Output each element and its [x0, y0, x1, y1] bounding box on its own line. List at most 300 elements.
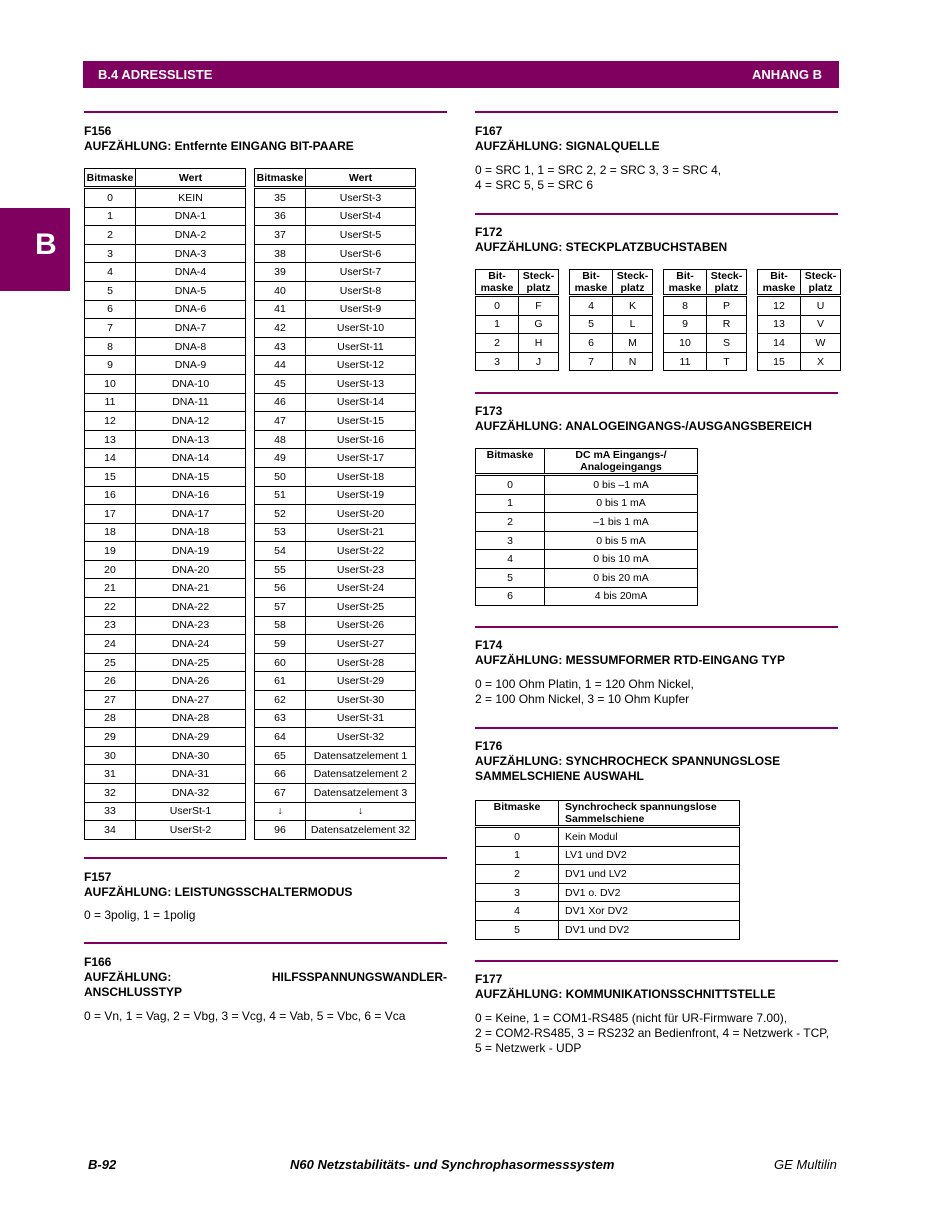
bitmask-cell: 9	[85, 356, 136, 375]
table-row	[85, 523, 246, 542]
bitmask-cell: 35	[255, 188, 306, 208]
bitmask-cell: 56	[255, 579, 306, 598]
f167-title: AUFZÄHLUNG: SIGNALQUELLE	[475, 139, 660, 153]
value-cell: 0 bis 10 mA	[545, 550, 698, 569]
value-cell: DV1 o. DV2	[559, 883, 740, 902]
table-row	[570, 334, 653, 353]
slot-cell: X	[801, 352, 841, 371]
table-row	[476, 846, 740, 865]
bitmask-cell: 60	[255, 653, 306, 672]
table-row	[255, 542, 416, 561]
value-cell: UserSt-29	[306, 672, 416, 691]
bitmask-cell: 48	[255, 430, 306, 449]
bitmask-cell: 49	[255, 449, 306, 468]
value-cell: UserSt-2	[136, 821, 246, 840]
value-cell: UserSt-28	[306, 653, 416, 672]
f156-table-right	[254, 168, 416, 840]
value-cell: ↓	[306, 802, 416, 821]
bitmask-cell: 0	[476, 827, 559, 847]
value-cell: UserSt-32	[306, 728, 416, 747]
slot-cell: R	[707, 315, 747, 334]
value-cell: UserSt-1	[136, 802, 246, 821]
table-row	[85, 653, 246, 672]
bitmask-cell: 67	[255, 784, 306, 803]
value-cell: UserSt-20	[306, 505, 416, 524]
bitmask-cell: 1	[476, 315, 519, 334]
value-cell: UserSt-11	[306, 337, 416, 356]
value-cell: UserSt-4	[306, 207, 416, 226]
bitmask-cell: 25	[85, 653, 136, 672]
slot-cell: W	[801, 334, 841, 353]
value-cell: UserSt-21	[306, 523, 416, 542]
table-row	[255, 728, 416, 747]
bitmask-cell: 54	[255, 542, 306, 561]
table-row	[476, 865, 740, 884]
value-cell: DNA-11	[136, 393, 246, 412]
value-cell: UserSt-15	[306, 412, 416, 431]
value-cell: UserSt-22	[306, 542, 416, 561]
bitmask-cell: 45	[255, 374, 306, 393]
table-row	[255, 505, 416, 524]
bitmask-cell: 96	[255, 821, 306, 840]
table-row	[664, 352, 747, 371]
bitmask-cell: 40	[255, 281, 306, 300]
f172-id: F172	[475, 225, 503, 239]
section-rule	[84, 857, 447, 859]
bitmask-cell: 1	[476, 846, 559, 865]
value-cell: DNA-23	[136, 616, 246, 635]
table-row	[85, 709, 246, 728]
table-row	[758, 315, 841, 334]
value-cell: UserSt-12	[306, 356, 416, 375]
bitmask-cell: 34	[85, 821, 136, 840]
bitmask-cell: 21	[85, 579, 136, 598]
bitmask-cell: 30	[85, 746, 136, 765]
table-row	[664, 334, 747, 353]
slot-cell: H	[519, 334, 559, 353]
bitmask-cell: 10	[85, 374, 136, 393]
table-row	[255, 616, 416, 635]
table-row	[85, 319, 246, 338]
value-cell: UserSt-14	[306, 393, 416, 412]
bitmask-cell: 2	[476, 513, 545, 532]
bitmask-cell: 7	[85, 319, 136, 338]
bitmask-cell: 14	[85, 449, 136, 468]
table-row	[85, 430, 246, 449]
f176-title: AUFZÄHLUNG: SYNCHROCHECK SPANNUNGSLOSE SAMMELSCHIENE AUSWAHL	[475, 754, 781, 783]
table-row	[85, 412, 246, 431]
table-row	[255, 188, 416, 208]
bitmask-cell: 37	[255, 226, 306, 245]
bitmask-cell: 18	[85, 523, 136, 542]
table-row	[85, 598, 246, 617]
bitmask-cell: 52	[255, 505, 306, 524]
section-rule	[475, 392, 838, 394]
f172-table	[569, 269, 653, 371]
f176-table	[475, 800, 740, 940]
column-header: Bitmaske	[476, 801, 559, 827]
bitmask-cell: 0	[476, 475, 545, 495]
f172-title: AUFZÄHLUNG: STECKPLATZBUCHSTABEN	[475, 240, 728, 254]
value-cell: DNA-9	[136, 356, 246, 375]
f156-id: F156	[84, 124, 112, 138]
value-cell: DNA-5	[136, 281, 246, 300]
table-row	[476, 827, 740, 847]
section-rule	[475, 960, 838, 962]
bitmask-cell: 13	[758, 315, 801, 334]
bitmask-cell: 64	[255, 728, 306, 747]
value-cell: DNA-21	[136, 579, 246, 598]
section-rule	[84, 111, 447, 113]
bitmask-cell: 53	[255, 523, 306, 542]
bitmask-cell: 1	[476, 494, 545, 513]
bitmask-cell: 11	[85, 393, 136, 412]
column-header: Steck- platz	[707, 270, 747, 296]
table-row	[255, 226, 416, 245]
column-header: Bit- maske	[758, 270, 801, 296]
table-row	[85, 616, 246, 635]
f166-id: F166	[84, 955, 112, 969]
bitmask-cell: 61	[255, 672, 306, 691]
value-cell: 4 bis 20mA	[545, 587, 698, 606]
table-row	[255, 560, 416, 579]
value-cell: DNA-13	[136, 430, 246, 449]
f174-text: 0 = 100 Ohm Platin, 1 = 120 Ohm Nickel, 2 = 100 Ohm Nickel, 3 = 10 Ohm Kupfer	[475, 677, 694, 706]
f176-id: F176	[475, 739, 503, 753]
table-row	[255, 523, 416, 542]
value-cell: DNA-10	[136, 374, 246, 393]
slot-cell: P	[707, 296, 747, 316]
value-cell: 0 bis –1 mA	[545, 475, 698, 495]
value-cell: DNA-31	[136, 765, 246, 784]
bitmask-cell: 38	[255, 244, 306, 263]
bitmask-cell: 46	[255, 393, 306, 412]
bitmask-cell: 63	[255, 709, 306, 728]
column-header: Bit- maske	[476, 270, 519, 296]
f157-id: F157	[84, 870, 112, 884]
value-cell: DNA-12	[136, 412, 246, 431]
value-cell: DNA-22	[136, 598, 246, 617]
f177-title: AUFZÄHLUNG: KOMMUNIKATIONSSCHNITTSTELLE	[475, 987, 776, 1001]
bitmask-cell: 26	[85, 672, 136, 691]
table-row	[85, 281, 246, 300]
table-row	[255, 802, 416, 821]
slot-cell: U	[801, 296, 841, 316]
bitmask-cell: 3	[476, 883, 559, 902]
table-row	[255, 765, 416, 784]
value-cell: UserSt-19	[306, 486, 416, 505]
bitmask-cell: 50	[255, 467, 306, 486]
value-cell: UserSt-8	[306, 281, 416, 300]
table-row	[255, 319, 416, 338]
table-row	[255, 356, 416, 375]
slot-cell: L	[613, 315, 653, 334]
value-cell: DNA-4	[136, 263, 246, 282]
table-row	[85, 263, 246, 282]
table-row	[476, 334, 559, 353]
bitmask-cell: 11	[664, 352, 707, 371]
table-row	[570, 352, 653, 371]
value-cell: UserSt-18	[306, 467, 416, 486]
f167-id: F167	[475, 124, 503, 138]
table-row	[570, 315, 653, 334]
bitmask-cell: 6	[85, 300, 136, 319]
bitmask-cell: 13	[85, 430, 136, 449]
value-cell: KEIN	[136, 188, 246, 208]
f157-title: AUFZÄHLUNG: LEISTUNGSSCHALTERMODUS	[84, 885, 353, 899]
f173-table	[475, 448, 698, 606]
value-cell: LV1 und DV2	[559, 846, 740, 865]
bitmask-cell: 66	[255, 765, 306, 784]
bitmask-cell: 33	[85, 802, 136, 821]
bitmask-cell: 31	[85, 765, 136, 784]
bitmask-cell: 22	[85, 598, 136, 617]
section-rule	[84, 942, 447, 944]
f177-id: F177	[475, 972, 503, 986]
bitmask-cell: 43	[255, 337, 306, 356]
table-row	[255, 263, 416, 282]
value-cell: 0 bis 1 mA	[545, 494, 698, 513]
f177-text: 0 = Keine, 1 = COM1-RS485 (nicht für UR-Firmware 7.00), 2 = COM2-RS485, 3 = RS232 an Bedienfront, 4 = Netzwerk - TCP, 5 = Netzwerk - UDP	[475, 1011, 830, 1055]
bitmask-cell: 19	[85, 542, 136, 561]
bitmask-cell: 10	[664, 334, 707, 353]
table-row	[85, 226, 246, 245]
slot-cell: M	[613, 334, 653, 353]
table-row	[85, 672, 246, 691]
slot-cell: J	[519, 352, 559, 371]
header-section-title: B.4 ADRESSLISTE	[98, 67, 213, 82]
f167-text: 0 = SRC 1, 1 = SRC 2, 2 = SRC 3, 3 = SRC 4, 4 = SRC 5, 5 = SRC 6	[475, 163, 722, 192]
table-row	[255, 412, 416, 431]
table-row	[85, 746, 246, 765]
bitmask-cell: 41	[255, 300, 306, 319]
table-row	[85, 505, 246, 524]
f173-title: AUFZÄHLUNG: ANALOGEINGANGS-/AUSGANGSBEREICH	[475, 419, 812, 433]
f157-text: 0 = 3polig, 1 = 1polig	[84, 908, 196, 922]
table-row	[255, 281, 416, 300]
bitmask-cell: 65	[255, 746, 306, 765]
value-cell: Kein Modul	[559, 827, 740, 847]
column-header: Bit- maske	[570, 270, 613, 296]
table-row	[85, 188, 246, 208]
table-row	[85, 728, 246, 747]
section-rule	[475, 213, 838, 215]
bitmask-cell: 55	[255, 560, 306, 579]
bitmask-cell: 2	[476, 334, 519, 353]
column-header: Bit- maske	[664, 270, 707, 296]
bitmask-cell: 5	[476, 920, 559, 939]
f172-table	[475, 269, 559, 371]
bitmask-cell: 0	[476, 296, 519, 316]
bitmask-cell: 16	[85, 486, 136, 505]
bitmask-cell: 12	[85, 412, 136, 431]
bitmask-cell: ↓	[255, 802, 306, 821]
bitmask-cell: 4	[476, 902, 559, 921]
value-cell: DNA-25	[136, 653, 246, 672]
f172-table	[663, 269, 747, 371]
table-row	[476, 296, 559, 316]
bitmask-cell: 15	[758, 352, 801, 371]
table-row	[476, 531, 698, 550]
table-row	[85, 765, 246, 784]
table-row	[255, 486, 416, 505]
section-rule	[475, 727, 838, 729]
footer-brand: GE Multilin	[774, 1157, 837, 1172]
table-row	[85, 635, 246, 654]
bitmask-cell: 58	[255, 616, 306, 635]
table-row	[255, 746, 416, 765]
table-row	[85, 486, 246, 505]
table-row	[255, 244, 416, 263]
table-row	[255, 579, 416, 598]
table-row	[758, 352, 841, 371]
table-row	[255, 672, 416, 691]
value-cell: Datensatzelement 3	[306, 784, 416, 803]
table-row	[255, 598, 416, 617]
bitmask-cell: 6	[570, 334, 613, 353]
value-cell: DNA-16	[136, 486, 246, 505]
bitmask-cell: 4	[476, 550, 545, 569]
value-cell: DNA-8	[136, 337, 246, 356]
value-cell: 0 bis 20 mA	[545, 568, 698, 587]
table-row	[664, 315, 747, 334]
table-row	[570, 296, 653, 316]
table-row	[85, 393, 246, 412]
table-row	[85, 374, 246, 393]
f156-title: AUFZÄHLUNG: Entfernte EINGANG BIT-PAARE	[84, 139, 354, 153]
slot-cell: V	[801, 315, 841, 334]
table-row	[85, 579, 246, 598]
header-appendix-title: ANHANG B	[751, 67, 822, 82]
value-cell: DNA-20	[136, 560, 246, 579]
table-row	[255, 709, 416, 728]
value-cell: DNA-28	[136, 709, 246, 728]
section-rule	[475, 111, 838, 113]
table-row	[255, 784, 416, 803]
bitmask-cell: 59	[255, 635, 306, 654]
table-row	[255, 653, 416, 672]
value-cell: Datensatzelement 2	[306, 765, 416, 784]
page-header	[83, 61, 839, 88]
table-row	[255, 467, 416, 486]
bitmask-cell: 0	[85, 188, 136, 208]
table-row	[476, 494, 698, 513]
bitmask-cell: 15	[85, 467, 136, 486]
value-cell: DNA-18	[136, 523, 246, 542]
bitmask-cell: 42	[255, 319, 306, 338]
value-cell: DNA-27	[136, 691, 246, 710]
table-row	[255, 393, 416, 412]
footer-page-number: B-92	[88, 1157, 117, 1172]
table-row	[758, 296, 841, 316]
value-cell: DNA-30	[136, 746, 246, 765]
value-cell: DNA-32	[136, 784, 246, 803]
value-cell: Datensatzelement 1	[306, 746, 416, 765]
column-header: DC mA Eingangs-/ Analogeingangs	[545, 449, 698, 475]
table-row	[476, 475, 698, 495]
value-cell: UserSt-7	[306, 263, 416, 282]
column-header: Steck- platz	[613, 270, 653, 296]
table-row	[255, 821, 416, 840]
bitmask-cell: 57	[255, 598, 306, 617]
table-row	[85, 542, 246, 561]
value-cell: UserSt-24	[306, 579, 416, 598]
table-row	[85, 802, 246, 821]
table-row	[476, 550, 698, 569]
value-cell: DNA-17	[136, 505, 246, 524]
bitmask-cell: 17	[85, 505, 136, 524]
value-cell: DNA-26	[136, 672, 246, 691]
f166-title: AUFZÄHLUNG: HILFSSPANNUNGSWANDLER-ANSCHLUSSTYP	[84, 970, 447, 999]
bitmask-cell: 8	[664, 296, 707, 316]
value-cell: DNA-14	[136, 449, 246, 468]
value-cell: –1 bis 1 mA	[545, 513, 698, 532]
table-row	[664, 296, 747, 316]
table-row	[255, 300, 416, 319]
table-row	[476, 883, 740, 902]
bitmask-cell: 36	[255, 207, 306, 226]
column-header: Bitmaske	[476, 449, 545, 475]
table-row	[85, 467, 246, 486]
appendix-tab-letter: B	[35, 228, 57, 261]
appendix-side-tab	[0, 208, 70, 291]
value-cell: UserSt-30	[306, 691, 416, 710]
value-cell: UserSt-26	[306, 616, 416, 635]
value-cell: UserSt-5	[306, 226, 416, 245]
bitmask-cell: 5	[85, 281, 136, 300]
value-cell: UserSt-17	[306, 449, 416, 468]
f166-text: 0 = Vn, 1 = Vag, 2 = Vbg, 3 = Vcg, 4 = Vab, 5 = Vbc, 6 = Vca	[84, 1009, 406, 1023]
table-row	[476, 568, 698, 587]
value-cell: DV1 und LV2	[559, 865, 740, 884]
value-cell: DNA-2	[136, 226, 246, 245]
value-cell: Datensatzelement 32	[306, 821, 416, 840]
value-cell: DV1 und DV2	[559, 920, 740, 939]
footer-document-title: N60 Netzstabilitäts- und Synchrophasormesssystem	[290, 1157, 615, 1172]
f174-title: AUFZÄHLUNG: MESSUMFORMER RTD-EINGANG TYP	[475, 653, 785, 667]
column-header: Wert	[136, 169, 246, 188]
bitmask-cell: 20	[85, 560, 136, 579]
table-row	[255, 337, 416, 356]
bitmask-cell: 2	[476, 865, 559, 884]
bitmask-cell: 51	[255, 486, 306, 505]
bitmask-cell: 62	[255, 691, 306, 710]
table-row	[85, 337, 246, 356]
table-row	[85, 356, 246, 375]
value-cell: 0 bis 5 mA	[545, 531, 698, 550]
value-cell: DNA-1	[136, 207, 246, 226]
value-cell: DNA-3	[136, 244, 246, 263]
section-rule	[475, 626, 838, 628]
bitmask-cell: 44	[255, 356, 306, 375]
bitmask-cell: 5	[570, 315, 613, 334]
table-row	[476, 513, 698, 532]
bitmask-cell: 5	[476, 568, 545, 587]
slot-cell: T	[707, 352, 747, 371]
value-cell: UserSt-27	[306, 635, 416, 654]
bitmask-cell: 7	[570, 352, 613, 371]
table-row	[476, 920, 740, 939]
bitmask-cell: 8	[85, 337, 136, 356]
f173-id: F173	[475, 404, 503, 418]
table-row	[255, 207, 416, 226]
value-cell: UserSt-13	[306, 374, 416, 393]
f156-table-left	[84, 168, 246, 840]
table-row	[255, 691, 416, 710]
value-cell: DNA-7	[136, 319, 246, 338]
table-row	[476, 587, 698, 606]
table-row	[255, 430, 416, 449]
